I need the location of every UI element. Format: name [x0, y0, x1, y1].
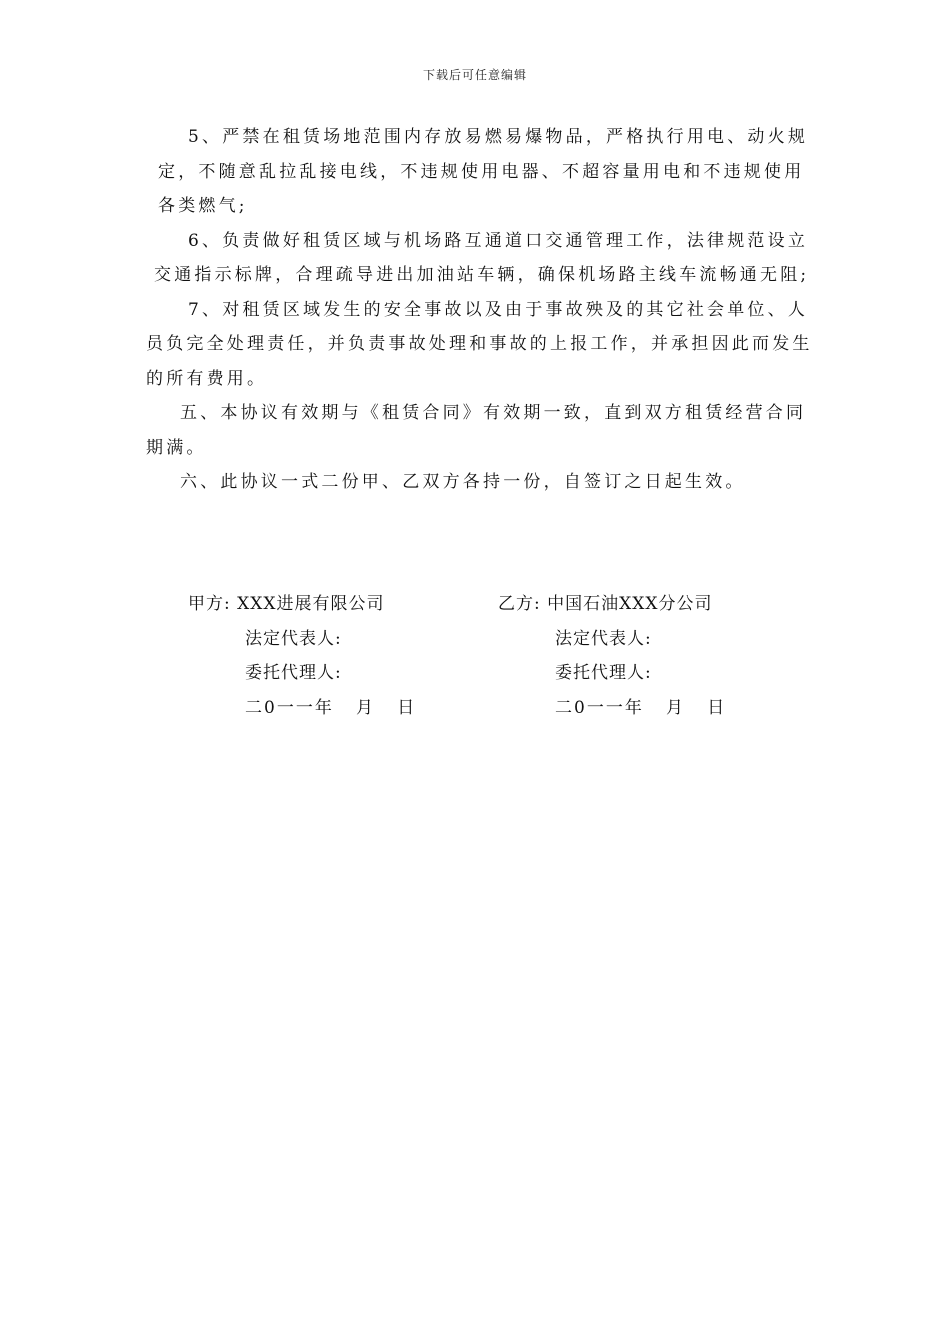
document-body	[146, 120, 816, 500]
party-b-name: 乙方: 中国石油XXX分公司	[498, 594, 713, 614]
party-a-legal-rep: 法定代表人:	[245, 628, 342, 649]
party-a-name: 甲方: XXX进展有限公司	[188, 594, 385, 614]
party-b-legal-rep: 法定代表人:	[555, 628, 652, 649]
article-6: 六、此协议一式二份甲、乙双方各持一份，自签订之日起生效。	[180, 472, 746, 492]
clause-5: 5、严禁在租赁场地范围内存放易燃易爆物品，严格执行用电、动火规定，不随意乱拉乱接电线，不违规使用电器、不超容量用电和不违规使用各类燃气;	[158, 127, 809, 216]
signature-block-party-a	[188, 587, 416, 725]
party-b-agent: 委托代理人:	[555, 663, 652, 683]
article-5: 五、本协议有效期与《租赁合同》有效期一致，直到双方租赁经营合同期满。	[146, 403, 807, 458]
page-header: 下载后可任意编辑	[422, 68, 527, 82]
signature-block-party-b	[498, 587, 726, 725]
party-a-date: 二0一一年 月 日	[245, 697, 417, 718]
clause-6: 6、负责做好租赁区域与机场路互通道口交通管理工作，法律规范设立交通指示标牌，合理疏导进出加油站车辆，确保机场路主线车流畅通无阻;	[154, 230, 810, 285]
clause-7: 7、对租赁区域发生的安全事故以及由于事故殃及的其它社会单位、人员负完全处理责任，并负责事故处理和事故的上报工作，并承担因此而发生的所有费用。	[146, 299, 813, 389]
party-b-date: 二0一一年 月 日	[555, 697, 727, 718]
party-a-agent: 委托代理人:	[245, 663, 342, 683]
